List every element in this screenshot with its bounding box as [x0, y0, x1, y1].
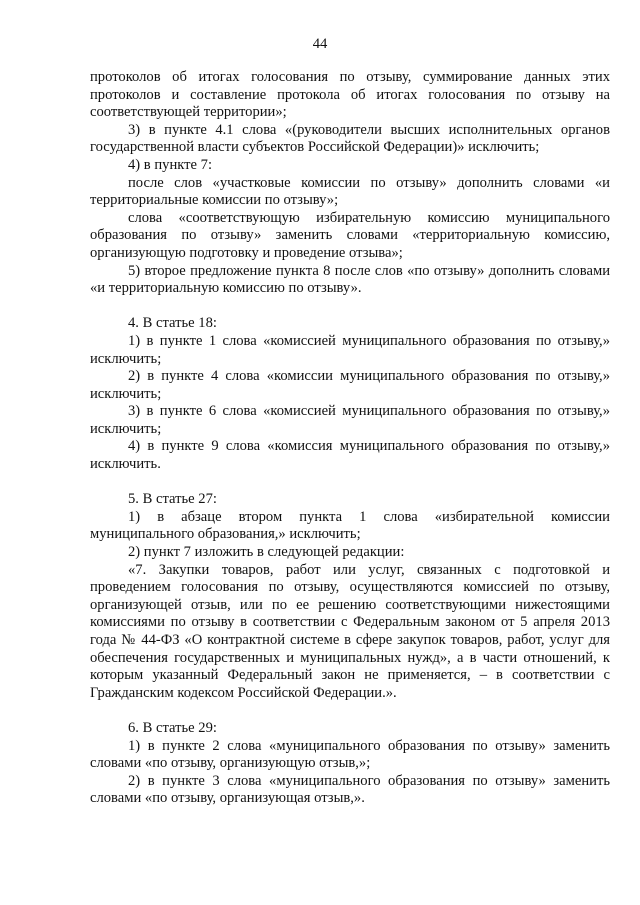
document-body — [90, 69, 610, 808]
spacer — [90, 702, 610, 720]
paragraph: 3) в пункте 4.1 слова «(руководители высших исполнительных органов государственной власти субъектов Российской Федерации)» исключить; — [90, 121, 610, 156]
section-heading: 4. В статье 18: — [128, 315, 217, 332]
paragraph: после слов «участковые комиссии по отзыву» дополнить словами «и территориальные комиссии по отзыву»; — [90, 174, 610, 209]
paragraph: 4) в пункте 9 слова «комиссия муниципального образования по отзыву,» исключить. — [90, 438, 610, 473]
page-number: 44 — [312, 36, 328, 52]
paragraph: протоколов об итогах голосования по отзыву, суммирование данных этих протоколов и составление протокола об итогах голосования по отзыву на соответствующей территории»; — [90, 69, 610, 121]
section-heading: 6. В статье 29: — [128, 719, 217, 736]
paragraph: 3) в пункте 6 слова «комиссией муниципального образования по отзыву,» исключить; — [90, 403, 610, 437]
paragraph: 2) в пункте 3 слова «муниципального образования по отзыву» заменить словами «по отзыву, организующая отзыв,». — [90, 772, 610, 807]
spacer — [90, 474, 610, 492]
paragraph: 2) в пункте 4 слова «комиссии муниципального образования по отзыву,» исключить; — [90, 368, 610, 402]
paragraph: «7. Закупки товаров, работ или услуг, связанных с подготовкой и проведением голосования по отзыву, осуществляются комиссией по отзыву, организующей отзыв, или по ее решению соответствующими нижестоящими комиссиями по отзыву в соответствии с Федеральным законом от 5 апреля 2013 года № 44-ФЗ «О контрактной системе в сфере закупок товаров, работ, услуг для обеспечения государственных и муниципальных нужд», а в части отношений, к которым указанный Федеральный закон не применяется, – в соответствии с Гражданским кодексом Российской Федерации.». — [90, 561, 610, 701]
paragraph: 5) второе предложение пункта 8 после слов «по отзыву» дополнить словами «и территориальную комиссию по отзыву». — [90, 262, 610, 297]
paragraph: 2) пункт 7 изложить в следующей редакции: — [128, 544, 405, 561]
paragraph: 4) в пункте 7: — [128, 156, 213, 173]
paragraph: 1) в абзаце втором пункта 1 слова «избирательной комиссии муниципального образования,» исключить; — [90, 508, 610, 543]
paragraph: слова «соответствующую избирательную комиссию муниципального образования по отзыву» заменить словами «территориальную комиссию, организующую подготовку и проведение отзыва»; — [90, 209, 610, 261]
section-heading: 5. В статье 27: — [128, 491, 217, 508]
paragraph: 1) в пункте 1 слова «комиссией муниципального образования по отзыву,» исключить; — [90, 332, 610, 367]
paragraph: 1) в пункте 2 слова «муниципального образования по отзыву» заменить словами «по отзыву, организующую отзыв,»; — [90, 737, 610, 772]
spacer — [90, 298, 610, 316]
